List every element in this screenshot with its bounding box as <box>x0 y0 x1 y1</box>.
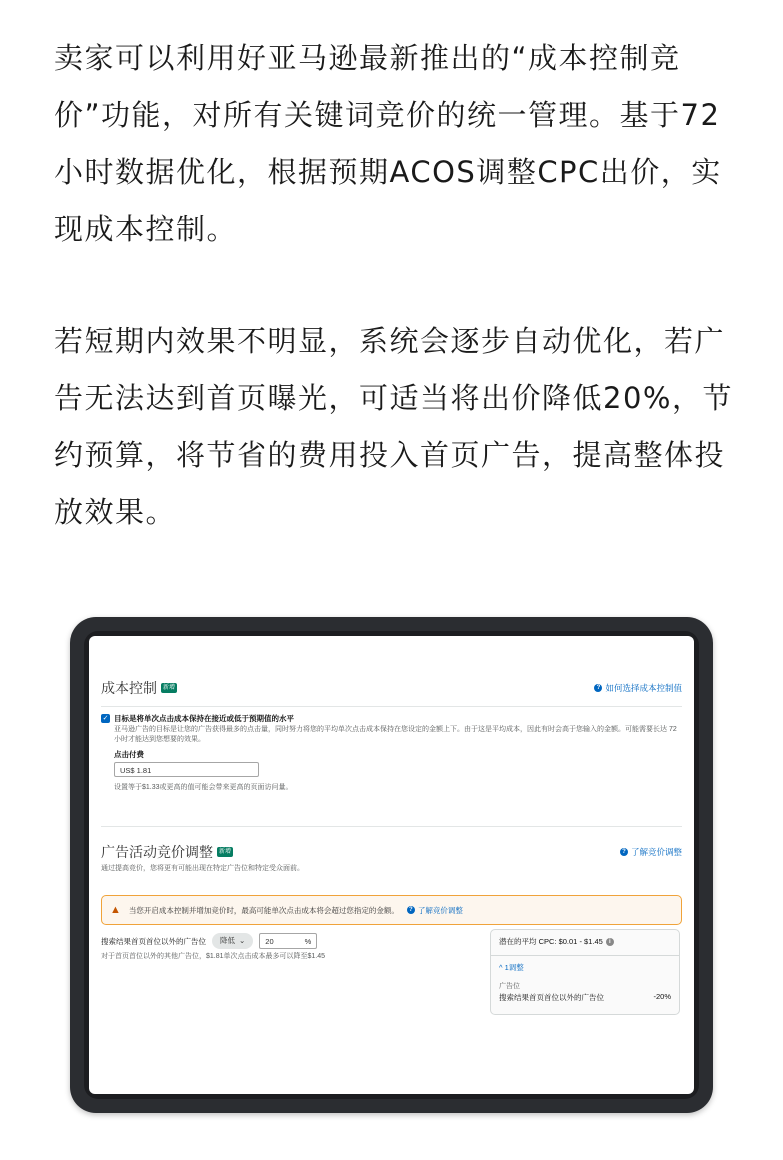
cost-control-help-text: 如何选择成本控制值 <box>605 683 682 693</box>
cost-target-checkbox[interactable]: ✓ <box>102 715 109 722</box>
bid-adjust-title <box>101 842 233 862</box>
article-text <box>54 30 744 541</box>
alert-help-text: 了解竞价调整 <box>417 905 463 915</box>
bid-adjust-help-text: 了解竞价调整 <box>630 847 682 857</box>
cost-control-description: 亚马逊广告的目标是让您的广告获得最多的点击量，同时努力将您的平均单次点击成本保持在您设定的金额上下。由于这是平均成本，因此有时会高于您输入的金额。可能需要长达 72 小时才能达到您想要的效果。 <box>114 726 677 743</box>
alert-help-link[interactable] <box>407 905 463 916</box>
tablet-screen <box>89 636 694 1094</box>
help-icon: ? <box>620 848 628 856</box>
tablet-bezel <box>84 631 699 1099</box>
help-icon: ? <box>594 684 602 692</box>
percent-value: 20 <box>265 936 274 946</box>
help-icon: ? <box>407 906 415 914</box>
cost-control-card <box>101 678 682 827</box>
cpc-summary-panel <box>490 929 680 1015</box>
alert-text: 当您开启成本控制并增加竞价时，最高可能单次点击成本将会超过您指定的金额。 <box>128 905 399 915</box>
adjust-direction-select[interactable] <box>212 933 253 949</box>
placement-adjustment <box>101 933 682 1002</box>
placement-summary-row <box>499 992 671 1003</box>
cost-control-help-link[interactable] <box>594 682 682 694</box>
info-icon: i <box>606 938 614 946</box>
cost-target-label: 目标是将单次点击成本保持在接近或低于预期值的水平 <box>114 714 294 723</box>
tablet-frame <box>70 617 713 1113</box>
warning-alert <box>101 895 682 925</box>
percent-unit: % <box>304 936 312 946</box>
cpc-summary-title-text: 潜在的平均 CPC: $0.01 - $1.45 <box>499 937 603 946</box>
bid-adjust-title-text: 广告活动竞价调整 <box>101 844 213 860</box>
divider <box>101 706 682 707</box>
bid-adjust-card <box>101 842 682 1072</box>
adjustments-toggle[interactable]: ^ 1调整 <box>499 963 524 972</box>
bid-adjust-help-link[interactable] <box>620 846 682 858</box>
cpc-input[interactable]: US$ 1.81 <box>114 762 259 777</box>
cpc-summary-title <box>499 936 671 947</box>
cpc-field-label: 点击付费 <box>114 750 144 759</box>
article-paragraph-1: 卖家可以利用好亚马逊最新推出的“成本控制竞价”功能，对所有关键词竞价的统一管理。基于72小时数据优化，根据预期ACOS调整CPC出价，实现成本控制。 <box>54 41 722 246</box>
placement-note: 对于首页首位以外的其他广告位，$1.81单次点击成本最多可以降至$1.45 <box>101 953 326 960</box>
placement-label: 搜索结果首页首位以外的广告位 <box>101 936 206 946</box>
bid-adjust-subtitle: 通过提高竞价，您将更有可能出现在特定广告位和特定受众面前。 <box>101 865 304 872</box>
cost-control-title-text: 成本控制 <box>101 680 157 696</box>
chevron-down-icon: ⌄ <box>239 936 246 945</box>
article-paragraph-2: 若短期内效果不明显，系统会逐步自动优化，若广告无法达到首页曝光，可适当将出价降低20%，节约预算，将节省的费用投入首页广告，提高整体投放效果。 <box>54 324 733 529</box>
select-value: 降低 <box>220 936 235 945</box>
new-badge: 新增 <box>163 685 176 691</box>
warning-icon: ▲ <box>110 904 121 916</box>
cost-control-title <box>101 678 177 698</box>
new-badge: 新增 <box>219 849 232 855</box>
percent-input[interactable] <box>259 933 317 949</box>
placement-summary-value: -20% <box>653 992 671 1001</box>
cpc-note: 设置等于$1.33或更高的值可能会带来更高的页面访问量。 <box>114 784 293 791</box>
placement-heading: 广告位 <box>499 983 520 990</box>
placement-summary-label: 搜索结果首页首位以外的广告位 <box>499 993 604 1002</box>
divider <box>491 955 679 956</box>
